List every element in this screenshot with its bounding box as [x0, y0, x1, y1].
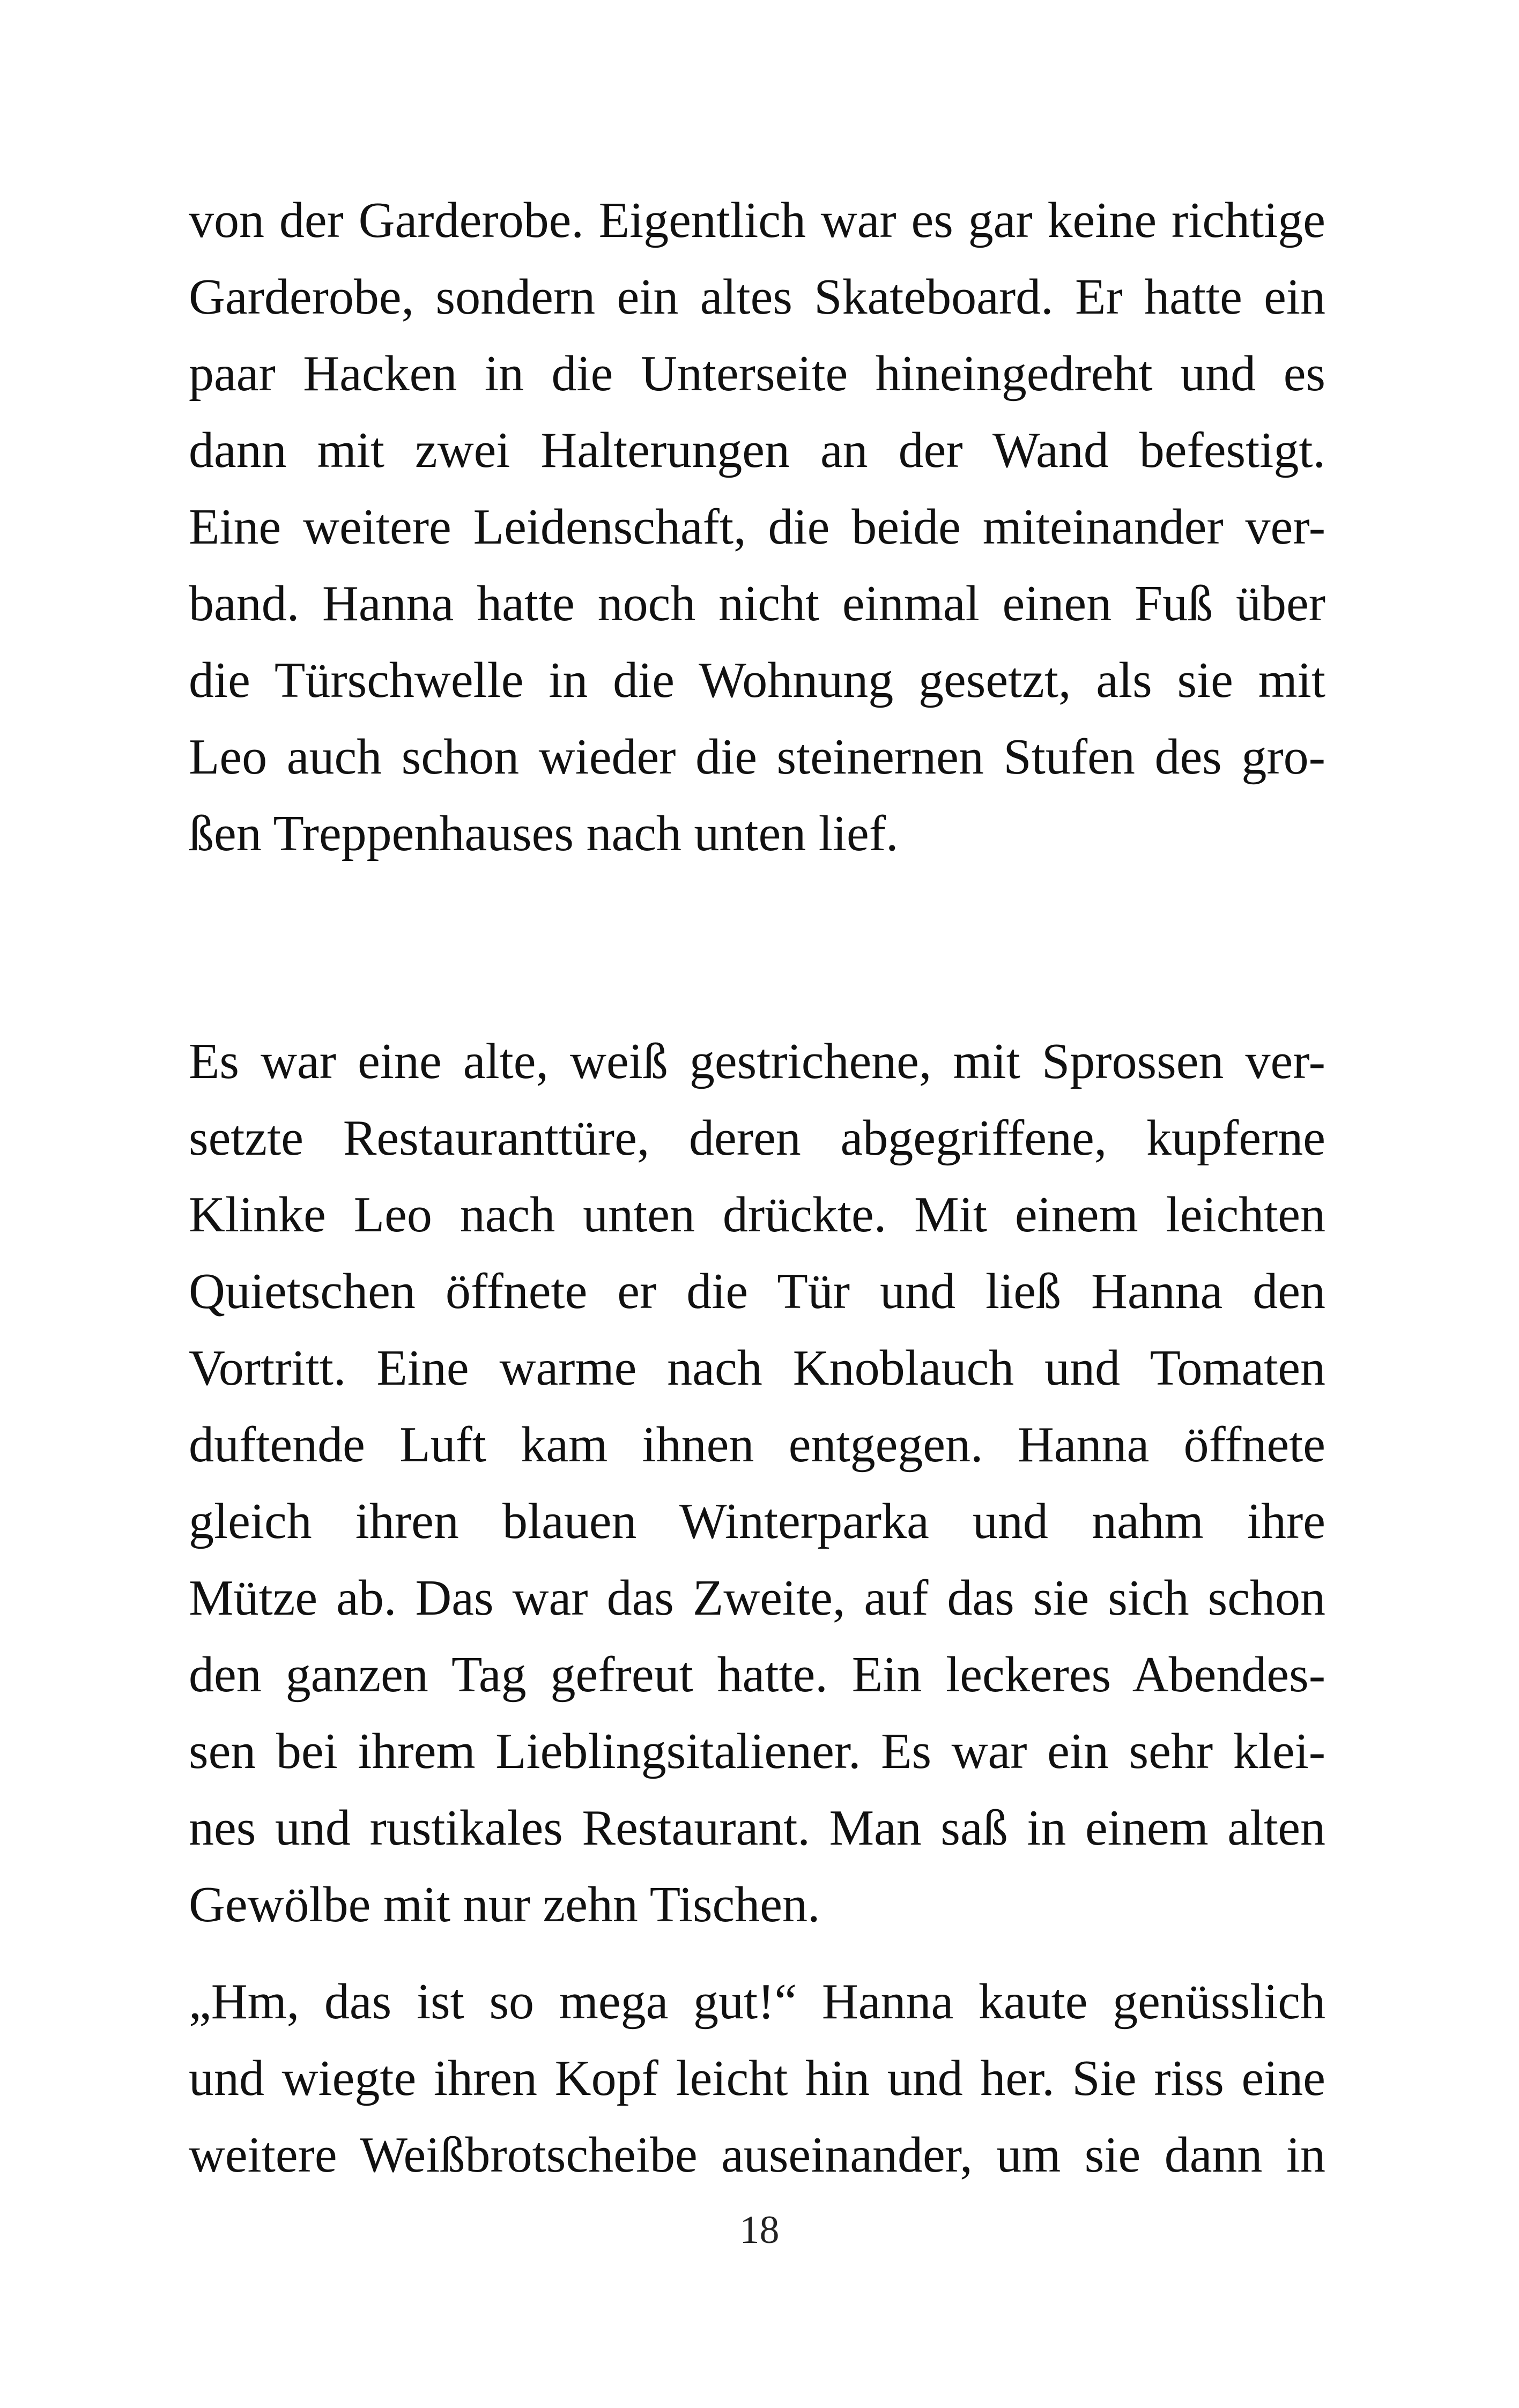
text-line: nes und rustikales Restaurant. Man saß in einem alten	[189, 1800, 1325, 1856]
text-line: den ganzen Tag gefreut hatte. Ein leckeres Abendes-	[189, 1647, 1325, 1703]
text-line: ßen Treppenhauses nach unten lief.	[189, 806, 899, 861]
text-line: gleich ihren blauen Winterparka und nahm ihre	[189, 1493, 1325, 1549]
text-line: „Hm, das ist so mega gut!“ Hanna kaute genüsslich	[189, 1974, 1325, 2030]
text-line: von der Garderobe. Eigentlich war es gar keine richtige	[189, 192, 1325, 248]
paragraph-2	[189, 1023, 1325, 1943]
paragraph-3	[189, 1964, 1325, 2194]
text-line: Klinke Leo nach unten drückte. Mit einem leichten	[189, 1187, 1325, 1243]
text-line: Leo auch schon wieder die steinernen Stufen des gro-	[189, 729, 1325, 785]
text-line: band. Hanna hatte noch nicht einmal einen Fuß über	[189, 576, 1325, 631]
text-line: weitere Weißbrotscheibe auseinander, um sie dann in	[189, 2127, 1325, 2183]
book-page-text	[189, 182, 1325, 2194]
paragraph-1	[189, 182, 1325, 872]
text-line: und wiegte ihren Kopf leicht hin und her. Sie riss eine	[189, 2050, 1325, 2106]
text-line: Quietschen öffnete er die Tür und ließ Hanna den	[189, 1264, 1325, 1319]
text-line: Vortritt. Eine warme nach Knoblauch und Tomaten	[189, 1340, 1325, 1396]
text-line: setzte Restauranttüre, deren abgegriffene, kupferne	[189, 1110, 1325, 1166]
text-line: dann mit zwei Halterungen an der Wand befestigt.	[189, 422, 1325, 478]
text-line: sen bei ihrem Lieblingsitaliener. Es war ein sehr klei-	[189, 1723, 1325, 1779]
text-line: Mütze ab. Das war das Zweite, auf das sie sich schon	[189, 1570, 1325, 1626]
text-line: paar Hacken in die Unterseite hineingedreht und es	[189, 346, 1325, 402]
text-line: Es war eine alte, weiß gestrichene, mit Sprossen ver-	[189, 1034, 1325, 1089]
page-number: 18	[739, 2208, 780, 2252]
text-line: Eine weitere Leidenschaft, die beide miteinander ver-	[189, 499, 1325, 555]
text-line: die Türschwelle in die Wohnung gesetzt, als sie mit	[189, 652, 1325, 708]
text-line: duftende Luft kam ihnen entgegen. Hanna öffnete	[189, 1417, 1325, 1473]
text-line: Garderobe, sondern ein altes Skateboard. Er hatte ein	[189, 269, 1325, 325]
text-line: Gewölbe mit nur zehn Tischen.	[189, 1877, 820, 1933]
